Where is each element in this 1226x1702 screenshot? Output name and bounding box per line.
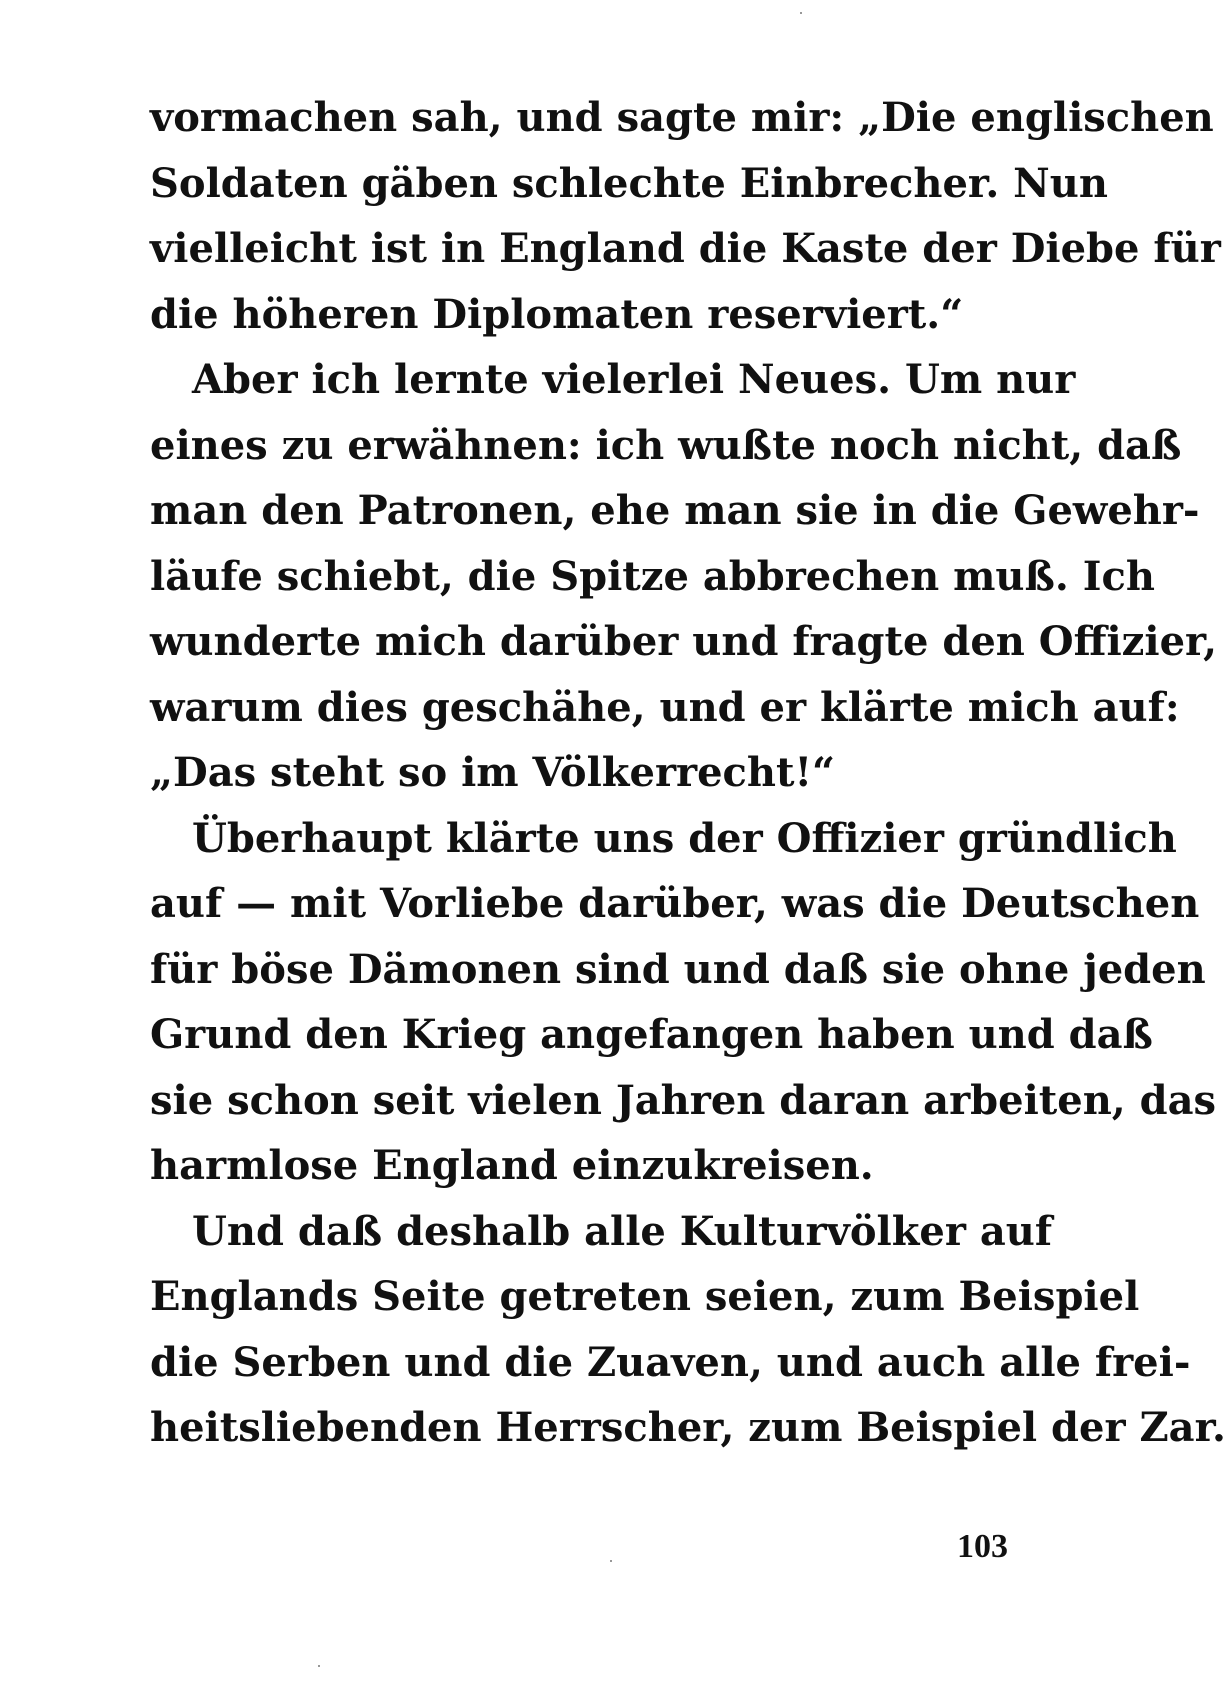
text-line: vielleicht ist in England die Kaste der Diebe für	[150, 225, 1221, 272]
paragraph-4	[150, 1199, 1226, 1461]
text-line: eines zu erwähnen: ich wußte noch nicht, daß	[150, 421, 1182, 469]
text-line: sie schon seit vielen Jahren daran arbeiten, das	[150, 1076, 1217, 1124]
text-line: die Serben und die Zuaven, und auch alle frei-	[150, 1338, 1191, 1386]
text-line: „Das steht so im Völkerrecht!“	[150, 749, 836, 796]
text-line: die höheren Diplomaten reserviert.“	[150, 290, 964, 338]
body-text	[150, 85, 1226, 1461]
paragraph-2	[150, 347, 1218, 806]
paragraph-1	[150, 85, 1221, 347]
text-line: Grund den Krieg angefangen haben und daß	[150, 1011, 1153, 1058]
text-line: vormachen sah, und sagte mir: „Die englischen	[150, 94, 1214, 141]
text-line: läufe schiebt, die Spitze abbrechen muß. Ich	[150, 552, 1155, 600]
text-line: Überhaupt klärte uns der Offizier gründlich	[192, 814, 1177, 862]
text-line: harmlose England einzukreisen.	[150, 1142, 874, 1189]
scan-speck	[610, 1560, 612, 1562]
page-number: 103	[957, 1528, 1008, 1565]
paragraph-3	[150, 806, 1217, 1199]
text-line: für böse Dämonen sind und daß sie ohne jeden	[150, 945, 1206, 993]
text-line: auf — mit Vorliebe darüber, was die Deutschen	[150, 880, 1200, 927]
scan-speck	[800, 12, 802, 14]
text-line: man den Patronen, ehe man sie in die Gewehr-	[150, 487, 1200, 534]
scan-speck	[318, 1665, 320, 1667]
text-line: wunderte mich darüber und fragte den Offizier,	[150, 618, 1218, 665]
text-line: Englands Seite getreten seien, zum Beispiel	[150, 1273, 1140, 1320]
text-line: Aber ich lernte vielerlei Neues. Um nur	[192, 356, 1076, 403]
text-line: Soldaten gäben schlechte Einbrecher. Nun	[150, 159, 1108, 207]
text-line: heitsliebenden Herrscher, zum Beispiel der Zar.	[150, 1404, 1226, 1451]
text-line: Und daß deshalb alle Kulturvölker auf	[192, 1207, 1053, 1255]
text-line: warum dies geschähe, und er klärte mich auf:	[150, 683, 1180, 731]
